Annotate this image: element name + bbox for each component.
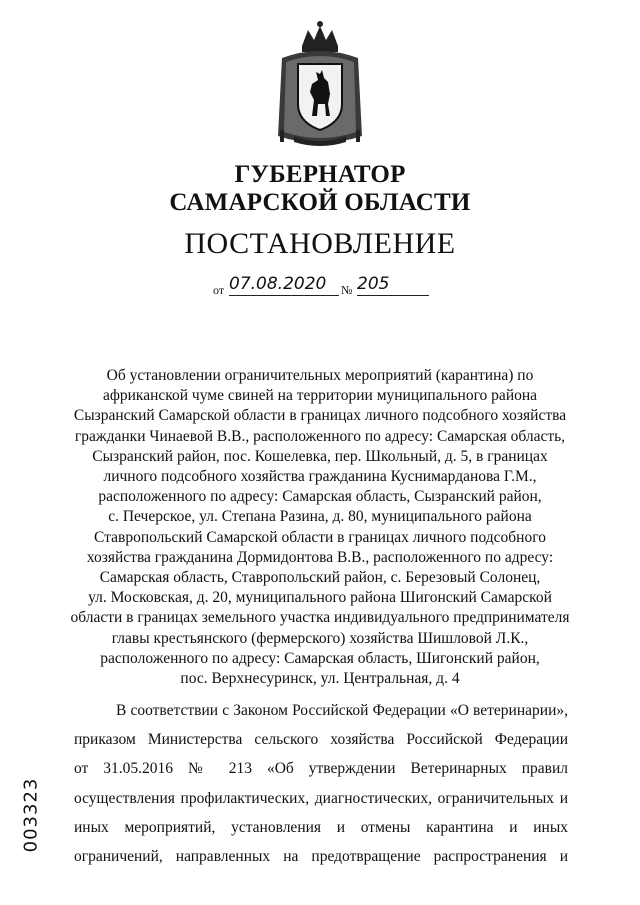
subject-line: Сызранский Самарской области в границах личного подсобного хозяйства [73,407,567,425]
subject-line: ул. Московская, д. 20, муниципального района Шигонский Самарской [88,589,552,607]
org-title-line2: САМАРСКОЙ ОБЛАСТИ [169,189,471,216]
body-line: ограничений, направленных на предотвращение распространения и [74,847,568,865]
body-line: В соответствии с Законом Российской Федерации «О ветеринарии», [116,702,568,719]
subject-line: расположенного по адресу: Самарская область, Сызранский район, [98,488,542,506]
subject-line: личного подсобного хозяйства гражданина Куснимарданова Г.М., [103,468,537,486]
body-line: осуществления профилактических, диагностических, ограничительных и [74,789,568,807]
body-line: приказом Министерства сельского хозяйства Российской Федерации [74,731,568,749]
subject-line: Об установлении ограничительных мероприятий (карантина) по [106,367,534,384]
subject-line: Сызранский район, пос. Кошелевка, пер. Школьный, д. 5, в границах [92,447,548,465]
org-title-line1: ГУБЕРНАТОР [234,161,406,188]
registration-stamp [16,770,46,860]
subject-line: гражданки Чинаевой В.В., расположенного по адресу: Самарская область, [74,427,566,445]
subject-line: с. Печерское, ул. Степана Разина, д. 80, муниципального района [108,508,532,526]
body-line: от 31.05.2016 № 213 «Об утверждении Ветеринарных правил [74,760,568,778]
subject-line: расположенного по адресу: Самарская область, Шигонский район, [100,649,540,667]
subject-line: области в границах земельного участка индивидуального предпринимателя [70,609,570,627]
document-body [74,696,568,871]
subject-line: Ставропольский Самарской области в границах личного подсобного [94,528,546,546]
body-line: иных мероприятий, установления и отмены карантина и иных [74,818,568,836]
stamp-number: 003323 [20,777,42,853]
date-prefix: от [213,283,225,297]
subject-line: пос. Верхнесуринск, ул. Центральная, д. 4 [180,670,460,688]
document-number: 205 [357,273,429,296]
number-prefix: № [341,283,353,297]
subject-line: хозяйства гражданина Дормидонтова В.В., расположенного по адресу: [86,548,554,566]
subject-line: Самарская область, Ставропольский район, с. Березовый Солонец, [99,569,541,587]
document-reference [213,273,443,297]
document-date: 07.08.2020 [229,273,339,296]
subject-line: африканской чуме свиней на территории муниципального района [102,387,538,405]
document-type-title: ПОСТАНОВЛЕНИЕ [184,227,456,260]
document-subject [40,366,600,689]
subject-line: главы крестьянского (фермерского) хозяйства Шишловой Л.К., [111,629,529,647]
coat-of-arms-icon [272,18,368,150]
